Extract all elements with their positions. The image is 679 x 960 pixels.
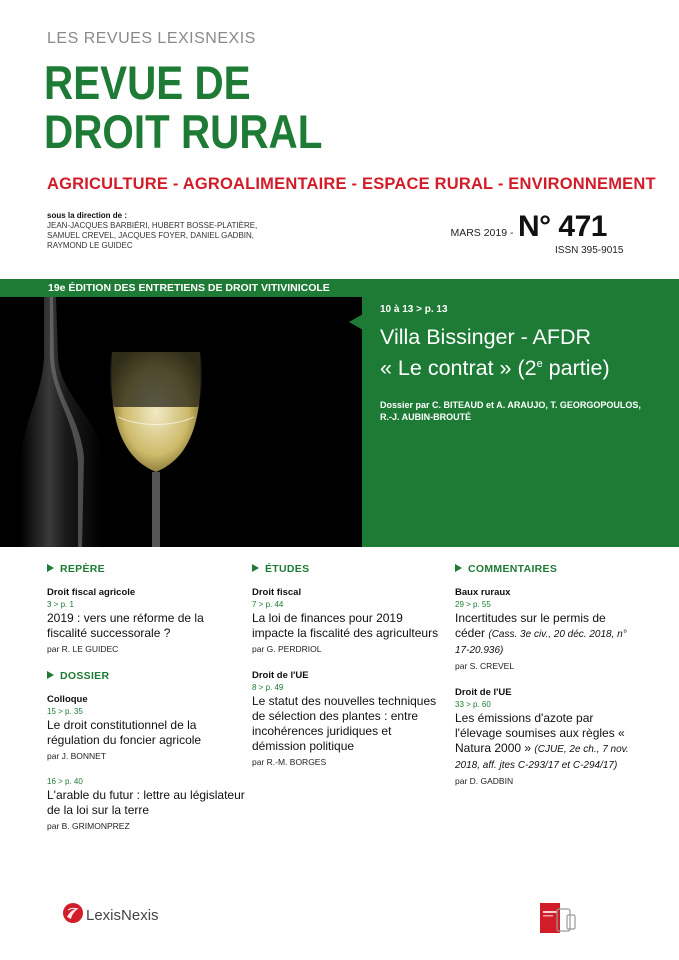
section-heading-etudes xyxy=(252,563,442,575)
article-category: Droit de l'UE xyxy=(455,687,512,698)
article-author: par D. GADBIN xyxy=(455,776,514,786)
article-title: L'arable du futur : lettre au législateur de la loi sur la terre xyxy=(47,788,245,817)
triangle-right-icon xyxy=(47,564,54,572)
issue-date: MARS 2019 - xyxy=(450,227,514,239)
lexisnexis-emblem-icon xyxy=(62,902,84,924)
article-case-note: (Cass. 3e civ., 20 déc. 2018, n° 17-20.936) xyxy=(455,629,627,656)
article-title xyxy=(455,711,635,773)
article-category: Droit fiscal xyxy=(252,587,302,598)
article-reference: 3 > p. 1 xyxy=(47,600,74,609)
journal-subtitle: AGRICULTURE - AGROALIMENTAIRE - ESPACE RURAL - ENVIRONNEMENT xyxy=(47,175,656,193)
direction-label: sous la direction de : xyxy=(47,211,128,220)
triangle-right-icon xyxy=(455,564,462,572)
section-heading-commentaires xyxy=(455,563,635,575)
series-name: LES REVUES LEXISNEXIS xyxy=(47,30,256,47)
section-heading-repere xyxy=(47,563,247,575)
article-title: Le statut des nouvelles techniques de sélection des plantes : entre incohérences juridiques et démission politique xyxy=(252,694,437,753)
column-commentaires xyxy=(455,563,635,802)
triangle-right-icon xyxy=(252,564,259,572)
feature-title-line-2 xyxy=(380,351,610,382)
article-author: par R.-M. BORGES xyxy=(252,757,327,767)
cover-photo xyxy=(0,297,362,547)
feature-reference: 10 à 13 > p. 13 xyxy=(380,304,448,315)
title-line-2: DROIT RURAL xyxy=(44,105,323,158)
journal-title xyxy=(44,58,322,156)
article-reference: 29 > p. 55 xyxy=(455,600,491,609)
article-item[interactable] xyxy=(47,777,247,831)
article-item[interactable] xyxy=(252,670,442,767)
article-category: Droit fiscal agricole xyxy=(47,587,136,598)
feature-title-part: « Le contrat » (2 xyxy=(380,356,537,381)
devices-icon xyxy=(540,903,576,937)
publisher-logo-icon xyxy=(62,902,84,929)
article-author: par R. LE GUIDEC xyxy=(47,644,119,654)
editorial-direction xyxy=(47,211,257,251)
article-reference: 15 > p. 35 xyxy=(47,707,83,716)
article-item[interactable] xyxy=(47,587,247,654)
article-author: par S. CREVEL xyxy=(455,661,515,671)
article-title-text: Les émissions d'azote par l'élevage soumises aux règles « Natura 2000 » xyxy=(455,711,625,755)
section-heading-text: ÉTUDES xyxy=(265,563,310,575)
feature-title-sup: e xyxy=(536,358,543,370)
article-category: Baux ruraux xyxy=(455,587,511,598)
feature-authors xyxy=(380,399,641,423)
article-category: Colloque xyxy=(47,694,88,705)
article-author: par B. GRIMONPREZ xyxy=(47,821,130,831)
section-heading-text: REPÈRE xyxy=(60,563,105,575)
publisher-name: LexisNexis xyxy=(86,907,159,924)
article-item[interactable] xyxy=(455,687,635,786)
direction-line: JEAN-JACQUES BARBIÉRI, HUBERT BOSSE-PLATIÈRE, xyxy=(47,221,258,230)
issn: ISSN 395-9015 xyxy=(555,245,624,256)
theme-banner xyxy=(0,279,679,297)
feature-title xyxy=(380,324,610,382)
article-title xyxy=(455,611,635,658)
direction-line: SAMUEL CREVEL, JACQUES FOYER, DANIEL GADBIN, xyxy=(47,231,255,240)
article-title: 2019 : vers une réforme de la fiscalité successorale ? xyxy=(47,611,204,640)
column-etudes xyxy=(252,563,442,783)
issue-number: N° 471 xyxy=(517,210,607,243)
lexis-360-badge-icon xyxy=(540,903,576,937)
article-item[interactable] xyxy=(455,587,635,671)
feature-author-line: Dossier par C. BITEAUD et A. ARAUJO, T. GEORGOPOULOS, xyxy=(380,400,641,410)
article-title-text: Incertitudes sur le permis de céder xyxy=(455,611,606,640)
article-category: Droit de l'UE xyxy=(252,670,309,681)
article-reference: 33 > p. 60 xyxy=(455,700,491,709)
banner-text: 19e ÉDITION DES ENTRETIENS DE DROIT VITIVINICOLE xyxy=(48,282,330,294)
section-heading-dossier xyxy=(47,670,247,682)
issue-info xyxy=(450,210,607,244)
direction-line: RAYMOND LE GUIDEC xyxy=(47,241,133,250)
article-item[interactable] xyxy=(252,587,442,654)
article-title: Le droit constitutionnel de la régulation du foncier agricole xyxy=(47,718,202,747)
article-item[interactable] xyxy=(47,694,247,761)
article-reference: 8 > p. 49 xyxy=(252,683,284,692)
section-heading-text: COMMENTAIRES xyxy=(468,563,558,575)
feature-box[interactable] xyxy=(362,297,679,547)
article-author: par G. PERDRIOL xyxy=(252,644,322,654)
section-heading-text: DOSSIER xyxy=(60,670,110,682)
title-line-1: REVUE DE xyxy=(44,56,251,109)
triangle-right-icon xyxy=(47,671,54,679)
article-title: La loi de finances pour 2019 impacte la fiscalité des agriculteurs xyxy=(252,611,439,640)
article-reference: 7 > p. 44 xyxy=(252,600,284,609)
article-reference: 16 > p. 40 xyxy=(47,777,83,786)
feature-title-line-1: Villa Bissinger - AFDR xyxy=(380,325,592,349)
column-repere-dossier xyxy=(47,563,247,847)
feature-title-part: partie) xyxy=(542,356,610,381)
article-case-note: (CJUE, 2e ch., 7 nov. 2018, aff. jtes C-293/17 et C-294/17) xyxy=(455,744,629,771)
article-author: par J. BONNET xyxy=(47,751,107,761)
wine-bottle-glass-illustration xyxy=(0,297,362,547)
feature-author-line: R.-J. AUBIN-BROUTÉ xyxy=(380,412,472,422)
feature-pointer xyxy=(349,314,363,330)
